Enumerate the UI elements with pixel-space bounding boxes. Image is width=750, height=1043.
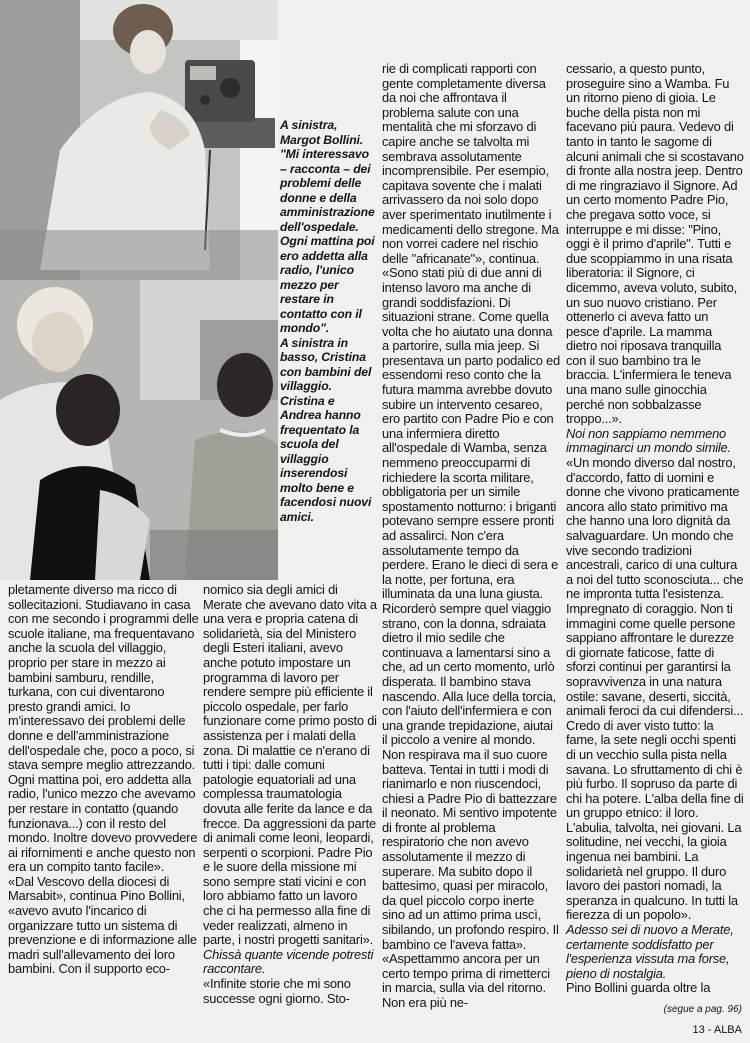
- photo-radio-scene: [0, 0, 278, 280]
- paragraph: rie di complicati rapporti con gente completamente diversa da noi che affrontava il problema salute con una mentalità che mi sforzavo di capire anche se talvolta mi sembrava assolutamente incomprensibile. Per esempio, capitava sovente che i malati arrivassero da noi solo dopo aver sperimentato inutilmente i medicamenti dello stregone. Ma non vorrei cadere nel rischio delle "africanate"», continua. «Sono stati più di due anni di intenso lavoro ma anche di grandi soddisfazioni. Di situazioni strane. Come quella volta che ho aiutato una donna a partorire, sulla mia jeep. Si presentava un parto podalico ed essendomi reso conto che la futura mamma avrebbe dovuto subire un intervento cesareo, ero partito con Padre Pio e con una infermiera diretto all'ospedale di Wamba, senza nemmeno preoccuparmi di richiedere la scorta militare, obbligatoria per un simile spostamento notturno: i briganti potevano sempre essere pronti ad assalirci. Non c'era assolutamente tempo da perdere. Erano le dieci di sera e la notte, per fortuna, era illuminata da una luna giusta. Ricorderò sempre quel viaggio strano, con la donna, sdraiata dietro il mio sedile che continuava a lamentarsi sino a che, ad un certo momento, urlò disperata. Il bambino stava nascendo. Alla luce della torcia, con l'aiuto dell'infermiera e con una grande trepidazione, aiutai il piccolo a venire al mondo. Non respirava ma il suo cuore batteva. Tentai in tutti i modi di rianimarlo e non riuscendoci, chiesi a Padre Pio di battezzare il neonato. Mi sentivo impotente di fronte al problema respiratorio che non avevo assolutamente il mezzo di superare. Ma subito dopo il battesimo, quasi per miracolo, da quel piccolo corpo inerte sino ad un attimo prima uscì, sibilando, un profondo respiro. Il bambino ce l'aveva fatta».: [382, 61, 560, 952]
- paragraph: nomico sia degli amici di Merate che avevano dato vita a una vera e propria catena di solidarietà, sia del Ministero degli Esteri italiani, avevo anche potuto impostare un programma di lavoro per rendere sempre più efficiente il piccolo ospedale, per farlo funzionare come primo posto di assistenza per i malati della zona. Di malattie ce n'erano di tutti i tipi: dalle comuni patologie equatoriali ad una complessa traumatologia dovuta alle ferite da lance e da frecce. Da aggressioni da parte di animali come leoni, leopardi, serpenti o scorpioni. Padre Pio e le suore della missione mi sono sempre stati vicini e con loro abbiamo fatto un lavoro che ci ha permesso alla fine di veder realizzati, almeno in parte, i nostri progetti sanitari».: [203, 582, 377, 948]
- photo-cristina-with-children: [0, 280, 278, 580]
- paragraph: cessario, a questo punto, proseguire sino a Wamba. Fu un ritorno pieno di gioia. Le buche della pista non mi facevano più paura. Vedevo di tanto in tanto le sagome di alcuni animali che si scostavano di fronte alla nostra jeep. Dentro di me ringraziavo il Signore. Ad un certo momento Padre Pio, che pregava sotto voce, si interruppe e mi disse: "Pino, oggi è il primo d'aprile". Tutti e due scoppiammo in una risata liberatoria: il Signore, ci dicemmo, aveva voluto, subito, un suo nuovo cristiano. Per ottenerlo ci aveva fatto un pesce d'aprile. La mamma dietro noi riposava tranquilla con il suo bambino tra le braccia. L'infermiera le teneva una mano sulle ginocchia perché non sobbalzasse troppo...».: [566, 61, 744, 427]
- text-column-1: [8, 583, 200, 977]
- text-column-2: [203, 583, 378, 1006]
- paragraph: Pino Bollini guarda oltre la: [566, 980, 711, 996]
- interviewer-question: Adesso sei di nuovo a Merate, certamente soddisfatto per l'esperienza vissuta ma forse, pieno di nostalgia.: [566, 922, 734, 981]
- paragraph: «Aspettammo ancora per un certo tempo prima di rimetterci in marcia, sulla via del ritorno. Non era più ne-: [382, 951, 550, 1010]
- paragraph: pletamente diverso ma ricco di sollecitazioni. Studiavano in casa con me secondo i programmi delle scuole italiane, ma frequentavano anche la scuola del villaggio, proprio per stare in mezzo ai bambini samburu, rendille, turkana, con cui diventarono presto grandi amici. Io m'interessavo dei problemi delle donne e dell'amministrazione dell'ospedale che, poco a poco, si stava sempre meglio attrezzando. Ogni mattina poi, ero addetta alla radio, l'unico mezzo che avevamo per restare in contatto (quando funzionava...) con il resto del mondo. Inoltre dovevo provvedere ai rifornimenti e anche questo non era un compito tanto facile».: [8, 582, 199, 875]
- paragraph: «Un mondo diverso dal nostro, d'accordo, fatto di uomini e donne che vivono praticamente ancora allo stato primitivo ma che hanno una loro dignità da salvaguardare. Un mondo che vive secondo tradizioni ancestrali, carico di una cultura a noi del tutto sconosciuta... che ne impronta tutta l'esistenza. Impregnato di coraggio. Non ti immagini come quelle persone sappiano affrontare le durezze di giornate faticose, fatte di sforzi continui per garantirsi la sopravvivenza in una natura ostile: savane, deserti, siccità, animali feroci da cui difendersi... Credo di aver visto tutto: la fame, la sete negli occhi spenti di un vecchio sulla pista nella savana. Lo sfruttamento di chi è più furbo. Il sopruso da parte di chi ha potere. L'alba della fine di un gruppo etnico: il loro. L'abulia, talvolta, nei giovani. La solitudine, nei vecchi, la gioia ingenua nei bambini. La solidarietà nel gruppo. Il duro lavoro dei pastori nomadi, la speranza in qualcuno. In tutti la fierezza di un popolo».: [566, 455, 744, 923]
- photo-caption: [280, 118, 378, 524]
- text-column-3: [382, 62, 560, 1011]
- text-column-4: [566, 62, 744, 996]
- photo-margot-at-radio: [0, 0, 278, 280]
- interviewer-question: Chissà quante vicende potresti raccontare.: [203, 946, 374, 977]
- continued-note: (segue a pag. 96): [663, 1004, 742, 1015]
- caption-line-1: A sinistra, Margot Bollini. "Mi interessavo – racconta – dei problemi delle donne e della amministrazione dell'ospedale. Ogni mattina poi ero addetta alla radio, l'unico mezzo per restare in contatto con il mondo".: [280, 118, 375, 335]
- caption-line-2: A sinistra in basso, Cristina con bambini del villaggio. Cristina e Andrea hanno frequentato la scuola del villaggio inserendosi molto bene e facendosi nuovi amici.: [280, 335, 372, 524]
- paragraph: «Infinite storie che mi sono successe ogni giorno. Sto-: [203, 976, 351, 1006]
- paragraph: «Dal Vescovo della diocesi di Marsabit», continua Pino Bollini, «avevo avuto l'incarico di organizzare tutto un sistema di prevenzione e di informazione alle madri sull'allevamento dei loro bambini. Con il supporto eco-: [8, 873, 197, 977]
- photo-village-children: [0, 280, 278, 580]
- interviewer-question: Noi non sappiamo nemmeno immaginarci un mondo simile.: [566, 425, 731, 456]
- page-folio: 13 - ALBA: [692, 1024, 742, 1036]
